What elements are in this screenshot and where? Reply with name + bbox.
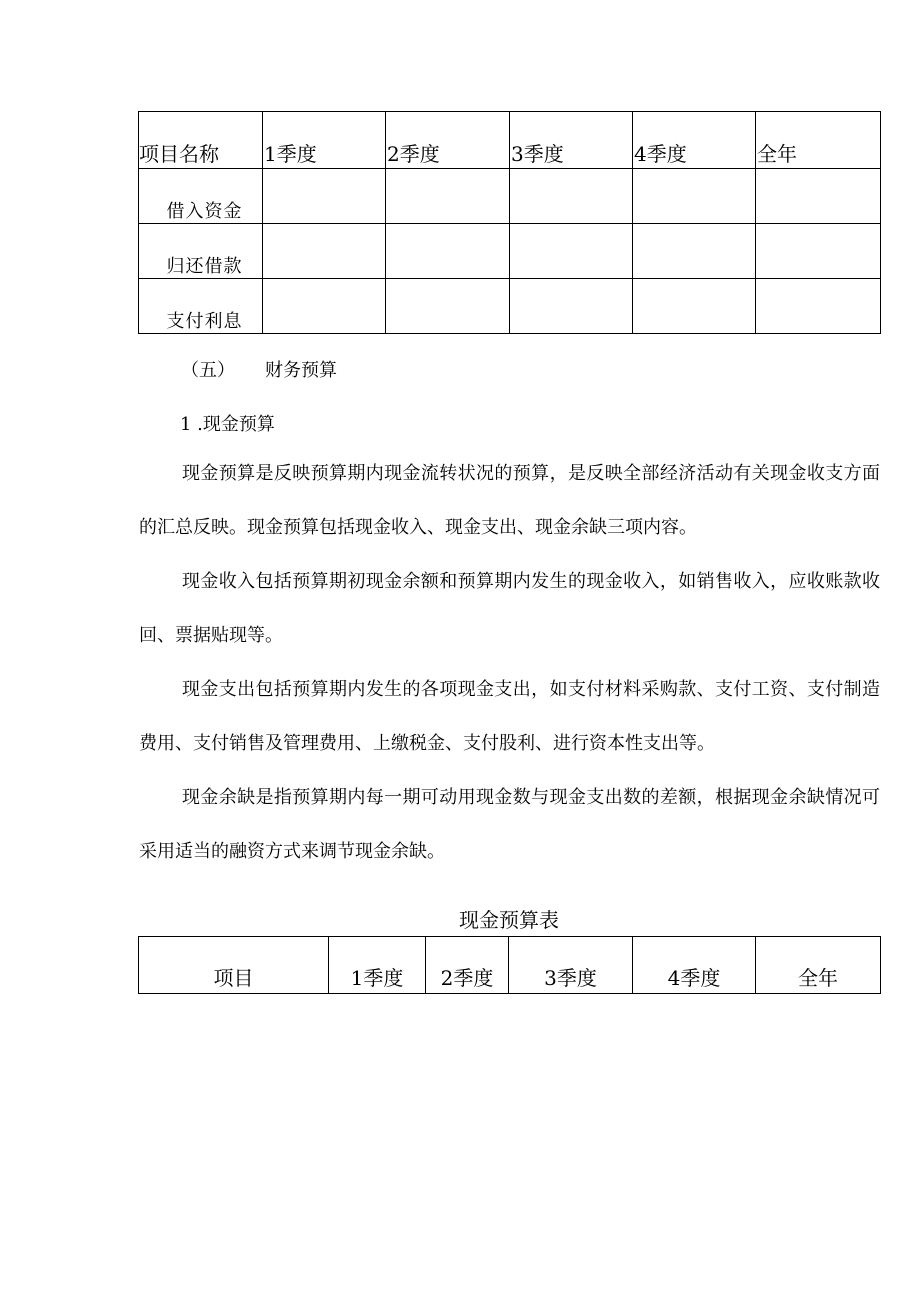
paragraph: 现金收入包括预算期初现金余额和预算期内发生的现金收入，如销售收入，应收账款收回、票据贴现等。 — [139, 571, 880, 646]
header-cell: 1季度 — [263, 112, 386, 169]
header-cell: 4季度 — [633, 112, 756, 169]
header-cell: 4季度 — [633, 937, 756, 994]
header-cell: 2季度 — [426, 937, 509, 994]
sub-heading: 1 .现金预算 — [180, 414, 275, 435]
table-cell — [756, 224, 881, 279]
header-cell: 1季度 — [329, 937, 426, 994]
table-cell — [510, 169, 633, 224]
header-cell: 项目 — [139, 937, 329, 994]
table-cell — [510, 279, 633, 334]
table-cell — [756, 279, 881, 334]
table-row — [139, 224, 881, 279]
table-cell — [386, 279, 510, 334]
paragraph: 现金余缺是指预算期内每一期可动用现金数与现金支出数的差额，根据现金余缺情况可采用适当的融资方式来调节现金余缺。 — [139, 787, 880, 862]
table-header-row — [139, 937, 881, 994]
header-cell: 2季度 — [386, 112, 510, 169]
loan-table — [138, 111, 881, 334]
table-header-row — [139, 112, 881, 169]
paragraph: 现金支出包括预算期内发生的各项现金支出，如支付材料采购款、支付工资、支付制造费用、支付销售及管理费用、上缴税金、支付股利、进行资本性支出等。 — [139, 679, 880, 754]
header-cell: 3季度 — [510, 112, 633, 169]
cash-table-title: 现金预算表 — [459, 908, 559, 932]
header-cell: 全年 — [756, 937, 881, 994]
paragraph: 现金预算是反映预算期内现金流转状况的预算，是反映全部经济活动有关现金收支方面的汇总反映。现金预算包括现金收入、现金支出、现金余缺三项内容。 — [139, 463, 880, 538]
table-cell — [386, 169, 510, 224]
table-cell — [633, 224, 756, 279]
table-row — [139, 169, 881, 224]
section-title: 财务预算 — [265, 360, 337, 381]
table-row — [139, 279, 881, 334]
table-cell — [756, 169, 881, 224]
table-cell — [633, 169, 756, 224]
header-cell: 项目名称 — [139, 112, 263, 169]
row-label: 支付利息 — [139, 279, 263, 334]
header-cell: 3季度 — [509, 937, 633, 994]
table-cell — [263, 279, 386, 334]
header-cell: 全年 — [756, 112, 881, 169]
section-number: （五） — [181, 360, 235, 381]
table-cell — [510, 224, 633, 279]
section-heading — [181, 357, 337, 384]
row-label: 归还借款 — [139, 224, 263, 279]
cash-budget-table — [138, 936, 881, 994]
table-cell — [263, 169, 386, 224]
table-cell — [386, 224, 510, 279]
table-cell — [633, 279, 756, 334]
table-cell — [263, 224, 386, 279]
row-label: 借入资金 — [139, 169, 263, 224]
